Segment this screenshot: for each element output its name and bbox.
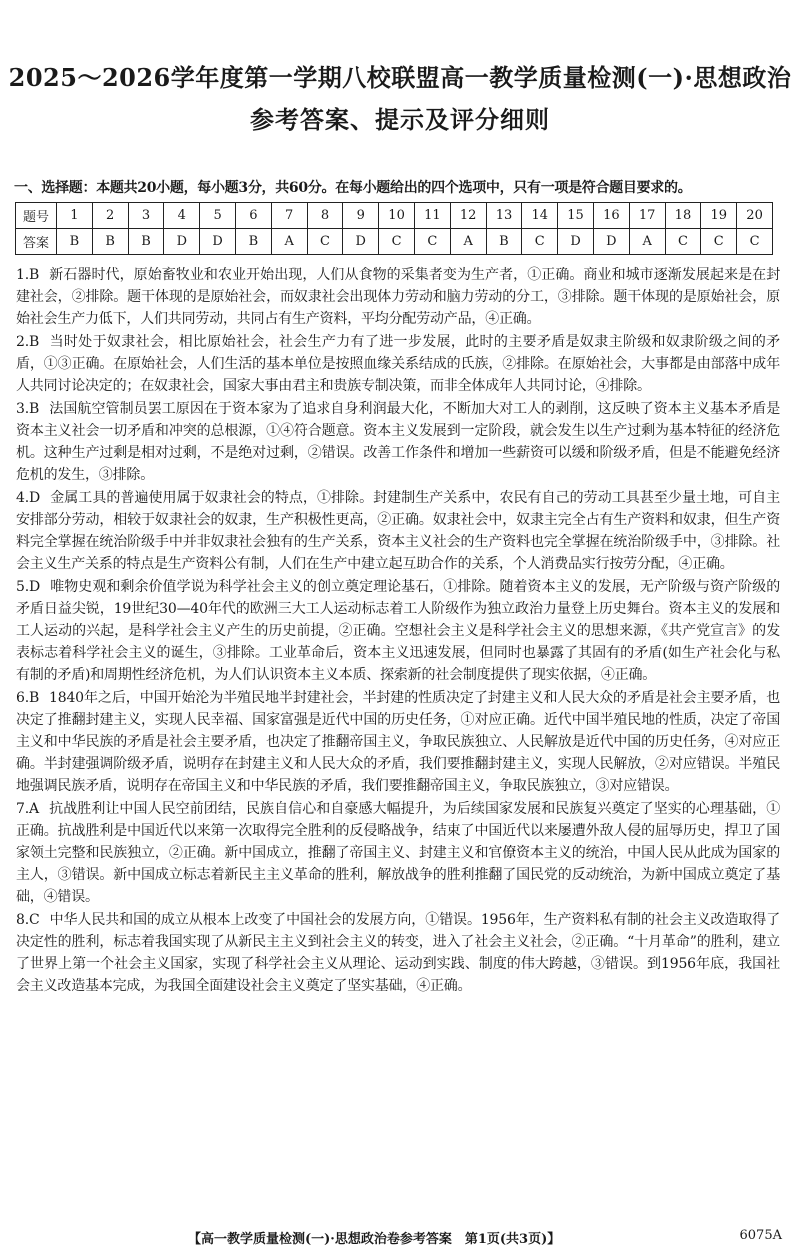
- question-number: 8: [307, 203, 343, 229]
- answer-cell: C: [307, 229, 343, 255]
- explanation-number: 2.B: [16, 334, 40, 350]
- answer-cell: B: [128, 229, 164, 255]
- question-number: 4: [164, 203, 200, 229]
- question-number: 9: [343, 203, 379, 229]
- answer-cell: C: [665, 229, 701, 255]
- answer-cell: C: [701, 229, 737, 255]
- footer-code: 6075A: [739, 1228, 782, 1243]
- explanation-item: [16, 398, 780, 486]
- answer-cell: A: [450, 229, 486, 255]
- answer-cell: C: [522, 229, 558, 255]
- answer-table-answer-row: [16, 229, 773, 255]
- answer-cell: D: [558, 229, 594, 255]
- explanation-number: 6.B: [16, 690, 40, 706]
- footer-label: 【高一教学质量检测(一)·思想政治卷参考答案 第1页(共3页)】: [188, 1232, 561, 1247]
- question-number: 7: [271, 203, 307, 229]
- answer-cell: D: [593, 229, 629, 255]
- explanation-item: [16, 576, 780, 686]
- question-number: 13: [486, 203, 522, 229]
- explanation-text: 当时处于奴隶社会，相比原始社会，社会生产力有了进一步发展，此时的主要矛盾是奴隶主阶级和奴隶阶级之间的矛盾，①③正确。在原始社会，人们生活的基本单位是按照血缘关系结成的氏族，②排除。在原始社会，大事都是由部落中成年人共同讨论决定的；在奴隶社会，国家大事由君主和贵族专制决策，而非全体成年人共同讨论，④排除。: [16, 334, 780, 394]
- question-number: 11: [414, 203, 450, 229]
- explanation-number: 5.D: [16, 579, 40, 595]
- explanation-item: [16, 487, 780, 575]
- explanation-text: 唯物史观和剩余价值学说为科学社会主义的创立奠定理论基石，①排除。随着资本主义的发展，无产阶级与资产阶级的矛盾日益尖锐，19世纪30—40年代的欧洲三大工人运动标志着工人阶级作为独立政治力量登上历史舞台。资本主义的发展和工人运动的兴起，是科学社会主义产生的历史前提，②正确。空想社会主义是科学社会主义的思想来源，《共产党宣言》的发表标志着科学社会主义的诞生，③排除。工业革命后，资本主义迅速发展，但同时也暴露了其固有的矛盾(如生产社会化与私有制的矛盾)和周期性经济危机，为人们认识资本主义本质、探索新的社会制度提供了现实依据，④正确。: [16, 579, 780, 683]
- question-number: 1: [57, 203, 93, 229]
- row-label-number: 题号: [16, 203, 57, 229]
- answer-table: [15, 202, 773, 255]
- explanation-text: 法国航空管制员罢工原因在于资本家为了追求自身利润最大化，不断加大对工人的剥削，这反映了资本主义基本矛盾是资本主义社会一切矛盾和冲突的总根源，①④符合题意。资本主义发展到一定阶段，就会发生以生产过剩为基本特征的经济危机。这种生产过剩是相对过剩，不是绝对过剩，②错误。改善工作条件和增加一些薪资可以缓和阶级矛盾，但是不能避免经济危机的发生，③排除。: [16, 401, 780, 483]
- explanation-text: 新石器时代，原始畜牧业和农业开始出现，人们从食物的采集者变为生产者，①正确。商业和城市逐渐发展起来是在封建社会，②排除。题干体现的是原始社会，而奴隶社会出现体力劳动和脑力劳动的分工，③排除。题干体现的是原始社会，原始社会生产力低下，人们共同劳动，共同占有生产资料，平均分配劳动产品，④正确。: [16, 267, 780, 327]
- answer-table-number-row: [16, 203, 773, 229]
- answer-cell: B: [235, 229, 271, 255]
- row-label-answer: 答案: [16, 229, 57, 255]
- explanation-number: 1.B: [16, 267, 40, 283]
- question-number: 20: [737, 203, 773, 229]
- answer-cell: D: [343, 229, 379, 255]
- answer-cell: C: [414, 229, 450, 255]
- explanation-list: [16, 264, 780, 998]
- question-number: 3: [128, 203, 164, 229]
- answer-cell: B: [486, 229, 522, 255]
- explanation-number: 3.B: [16, 401, 40, 417]
- explanation-item: [16, 687, 780, 797]
- explanation-item: [16, 909, 780, 997]
- question-number: 2: [92, 203, 128, 229]
- question-number: 12: [450, 203, 486, 229]
- question-number: 15: [558, 203, 594, 229]
- explanation-number: 4.D: [16, 490, 40, 506]
- explanation-item: [16, 798, 780, 908]
- answer-cell: D: [200, 229, 236, 255]
- explanation-text: 中华人民共和国的成立从根本上改变了中国社会的发展方向，①错误。1956年，生产资料私有制的社会主义改造取得了决定性的胜利，标志着我国实现了从新民主主义到社会主义的转变，进入了社会主义社会，②正确。“十月革命”的胜利，建立了世界上第一个社会主义国家，实现了科学社会主义从理论、运动到实践、制度的伟大跨越，③错误。到1956年底，我国社会主义改造基本完成，为我国全面建设社会主义奠定了坚实基础，④正确。: [16, 912, 780, 994]
- explanation-text: 抗战胜利让中国人民空前团结，民族自信心和自豪感大幅提升，为后续国家发展和民族复兴奠定了坚实的心理基础，①正确。抗战胜利是中国近代以来第一次取得完全胜利的反侵略战争，结束了中国近代以来屡遭外敌人侵的屈辱历史，捍卫了国家领土完整和民族独立，②正确。新中国成立，推翻了帝国主义、封建主义和官僚资本主义的统治，中国人民从此成为国家的主人，③错误。新中国成立标志着新民主主义革命的胜利，解放战争的胜利推翻了国民党的反动统治，为新中国成立奠定了基础，④错误。: [16, 801, 780, 905]
- answer-cell: D: [164, 229, 200, 255]
- answer-cell: A: [271, 229, 307, 255]
- answer-cell: C: [379, 229, 415, 255]
- question-number: 16: [593, 203, 629, 229]
- question-number: 19: [701, 203, 737, 229]
- explanation-number: 7.A: [16, 801, 39, 817]
- answer-cell: B: [57, 229, 93, 255]
- answer-cell: A: [629, 229, 665, 255]
- question-number: 17: [629, 203, 665, 229]
- question-number: 5: [200, 203, 236, 229]
- explanation-text: 金属工具的普遍使用属于奴隶社会的特点，①排除。封建制生产关系中，农民有自己的劳动工具甚至少量土地，可自主安排部分劳动，相较于奴隶社会的奴隶，生产积极性更高，②正确。奴隶社会中，奴隶主完全占有生产资料和奴隶，但生产资料完全掌握在统治阶级手中并非奴隶社会独有的生产关系，资本主义社会的生产资料也完全掌握在统治阶级手中，③排除。社会主义生产关系的特点是生产资料公有制，人们在生产中建立起互助合作的关系，个人消费品实行按劳分配，④正确。: [16, 490, 780, 572]
- section-heading: 一、选择题：本题共20小题，每小题3分，共60分。在每小题给出的四个选项中，只有一项是符合题目要求的。: [14, 180, 692, 196]
- document-subtitle: 参考答案、提示及评分细则: [250, 105, 550, 134]
- question-number: 10: [379, 203, 415, 229]
- explanation-number: 8.C: [16, 912, 40, 928]
- explanation-item: [16, 264, 780, 330]
- answer-cell: B: [92, 229, 128, 255]
- document-title: 2025～2026学年度第一学期八校联盟高一教学质量检测(一)·思想政治: [8, 63, 792, 92]
- explanation-text: 1840年之后，中国开始沦为半殖民地半封建社会，半封建的性质决定了封建主义和人民大众的矛盾是社会主要矛盾，也决定了推翻封建主义，实现人民幸福、国家富强是近代中国的历史任务，①对应正确。近代中国半殖民地的性质，决定了帝国主义和中华民族的矛盾是社会主要矛盾，也决定了推翻帝国主义，争取民族独立、人民解放是近代中国的历史任务，④对应正确。半封建强调阶级矛盾，说明存在封建主义和人民大众的矛盾，我们要推翻封建主义，实现人民解放，②对应错误。半殖民地强调民族矛盾，说明存在帝国主义和中华民族的矛盾，我们要推翻帝国主义，争取民族独立，③对应错误。: [16, 690, 780, 794]
- question-number: 18: [665, 203, 701, 229]
- answer-cell: C: [737, 229, 773, 255]
- question-number: 14: [522, 203, 558, 229]
- question-number: 6: [235, 203, 271, 229]
- explanation-item: [16, 331, 780, 397]
